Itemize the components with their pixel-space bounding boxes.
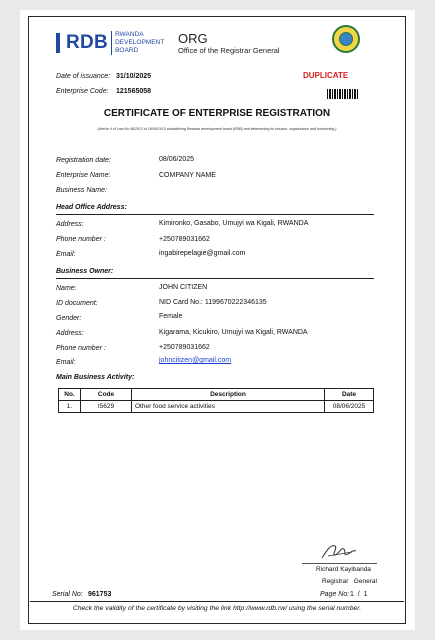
table-cell: I5629 [81, 401, 132, 413]
duplicate-stamp: DUPLICATE [303, 71, 349, 80]
head-office-email-label: Email: [56, 251, 76, 258]
registrar-title: Registrar General [322, 578, 377, 585]
head-office-phone-label: Phone number : [56, 236, 106, 243]
column-header: Date [325, 389, 374, 401]
owner-id-label: ID document: [56, 300, 98, 307]
certificate-title: CERTIFICATE OF ENTERPRISE REGISTRATION [103, 108, 331, 119]
business-name-label: Business Name: [56, 187, 107, 194]
page-label: Page No: [320, 591, 350, 598]
logo-subtext: RWANDA DEVELOPMENT BOARD [111, 31, 167, 55]
head-office-address-label: Address: [56, 221, 84, 228]
head-office-phone-value: +250789031662 [159, 236, 210, 243]
head-office-email-value: ingabirepelagie@gmail.com [159, 250, 246, 257]
signature-line [302, 563, 377, 564]
divider [56, 214, 374, 215]
enterprise-name-label: Enterprise Name: [56, 172, 111, 179]
owner-gender-value: Female [159, 313, 183, 320]
column-header: Code [81, 389, 132, 401]
owner-email-label: Email: [56, 359, 76, 366]
owner-phone-value: +250789031662 [159, 344, 210, 351]
enterprise-code-value: 121565058 [116, 88, 152, 95]
enterprise-code-label: Enterprise Code: [56, 88, 109, 95]
head-office-address-value: Kimironko, Gasabo, Umujyi wa Kigali, RWANDA [159, 220, 309, 227]
owner-address-value: Kigarama, Kicukiro, Umujyi wa Kigali, RWANDA [159, 329, 308, 336]
table-header-row [59, 389, 374, 401]
table-row [59, 401, 374, 413]
enterprise-name-value: COMPANY NAME [159, 172, 216, 179]
owner-address-label: Address: [56, 330, 84, 337]
national-seal-icon [332, 25, 360, 53]
date-of-issuance-value: 31/10/2025 [116, 73, 152, 80]
head-office-section: Head Office Address: [56, 204, 127, 211]
registration-date-value: 08/06/2025 [159, 156, 195, 163]
registration-date-label: Registration date: [56, 157, 111, 164]
activity-table [58, 388, 374, 413]
logo-text: RDB [56, 33, 108, 53]
page-value: 1 / 1 [350, 591, 368, 598]
owner-email-link[interactable]: johncitizen@gmail.com [159, 357, 232, 364]
main-business-activity-section: Main Business Activity: [56, 374, 135, 381]
table-cell: 08/06/2025 [325, 401, 374, 413]
owner-gender-label: Gender: [56, 315, 82, 322]
column-header: Description [132, 389, 325, 401]
owner-name-value: JOHN CITIZEN [159, 284, 208, 291]
org-subtitle: Office of the Registrar General [178, 46, 280, 55]
table-cell: 1. [59, 401, 81, 413]
business-owner-section: Business Owner: [56, 268, 114, 275]
signature-icon [318, 540, 358, 562]
serial-label: Serial No: [52, 591, 83, 598]
law-reference: (Article 4 of Law No 46/2013 of 16/06/2013 establishing Rwanda development board (RDB) and determining its mission, organization and functioning.) [97, 127, 337, 131]
org-block [178, 31, 280, 55]
column-header: No. [59, 389, 81, 401]
footer-divider [30, 601, 404, 602]
org-title: ORG [178, 31, 208, 46]
divider [56, 278, 374, 279]
serial-value: 961753 [88, 591, 112, 598]
owner-id-value: NID Card No.: 1199670222346135 [159, 299, 267, 306]
owner-phone-label: Phone number : [56, 345, 106, 352]
table-cell: Other food service activities [132, 401, 325, 413]
owner-name-label: Name: [56, 285, 77, 292]
header-banner [30, 18, 404, 68]
validity-note: Check the validity of the certificate by visiting the link http://www.rdb.rw/ using the serial number. [72, 605, 362, 612]
registrar-name: Richard Kayibanda [316, 566, 371, 573]
rdb-logo [56, 31, 167, 55]
barcode-icon [327, 89, 359, 99]
date-of-issuance-label: Date of issuance: [56, 73, 111, 80]
